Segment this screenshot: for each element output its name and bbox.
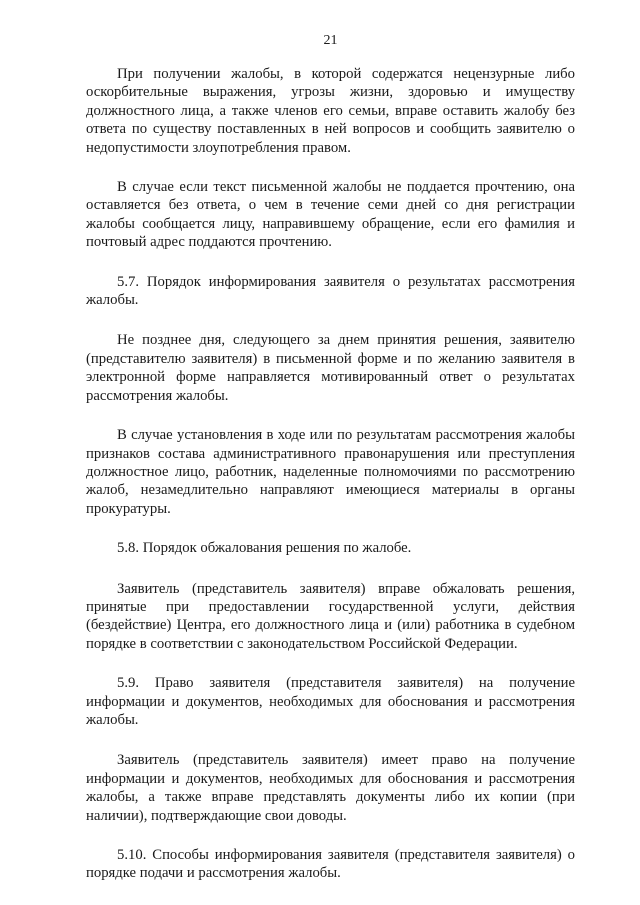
section-heading-5-9: 5.9. Право заявителя (представителя заявителя) на получение информации и документов, необходимых для обоснования и рассмотрения жалобы. xyxy=(86,675,575,728)
paragraph-prosecution-referral: В случае установления в ходе или по результатам рассмотрения жалобы признаков состава административного правонарушения или преступления должностное лицо, работник, наделенные полномочиями по рассмотрению жалоб, незамедлительно направляют имеющиеся материалы в органы прокуратуры. xyxy=(86,427,575,517)
paragraph-complaint-obscene: При получении жалобы, в которой содержатся нецензурные либо оскорбительные выражения, угрозы жизни, здоровью и имуществу должностного лица, а также членов его семьи, вправе оставить жалобу без ответа по существу поставленных в ней вопросов и сообщить заявителю о недопустимости злоупотребления правом. xyxy=(86,66,575,156)
section-heading-5-8: 5.8. Порядок обжалования решения по жалобе. xyxy=(117,540,412,557)
document-page xyxy=(86,0,575,905)
paragraph-court-appeal: Заявитель (представитель заявителя) вправе обжаловать решения, принятые при предоставлении государственной услуги, действия (бездействие) Центра, его должностного лица и (или) работника в судебном порядке в соответствии с законодательством Российской Федерации. xyxy=(86,580,575,652)
paragraph-complaint-unreadable: В случае если текст письменной жалобы не поддается прочтению, она оставляется без ответа, о чем в течение семи дней со дня регистрации жалобы сообщается лицу, направившему обращение, если его фамилия и почтовый адрес поддаются прочтению. xyxy=(86,179,575,251)
paragraph-right-to-information: Заявитель (представитель заявителя) имеет право на получение информации и документов, необходимых для обоснования и рассмотрения жалобы, а также вправе представлять документы либо их копии (при наличии), подтверждающие свои доводы. xyxy=(86,752,575,824)
page-number: 21 xyxy=(323,33,338,48)
section-heading-5-10: 5.10. Способы информирования заявителя (представителя заявителя) о порядке подачи и рассмотрения жалобы. xyxy=(86,847,575,882)
section-heading-5-7: 5.7. Порядок информирования заявителя о результатах рассмотрения жалобы. xyxy=(86,273,575,309)
paragraph-response-deadline: Не позднее дня, следующего за днем принятия решения, заявителю (представителю заявителя) в письменной форме и по желанию заявителя в электронной форме направляется мотивированный ответ о результатах рассмотрения жалобы. xyxy=(86,332,575,404)
document-body xyxy=(86,65,575,905)
